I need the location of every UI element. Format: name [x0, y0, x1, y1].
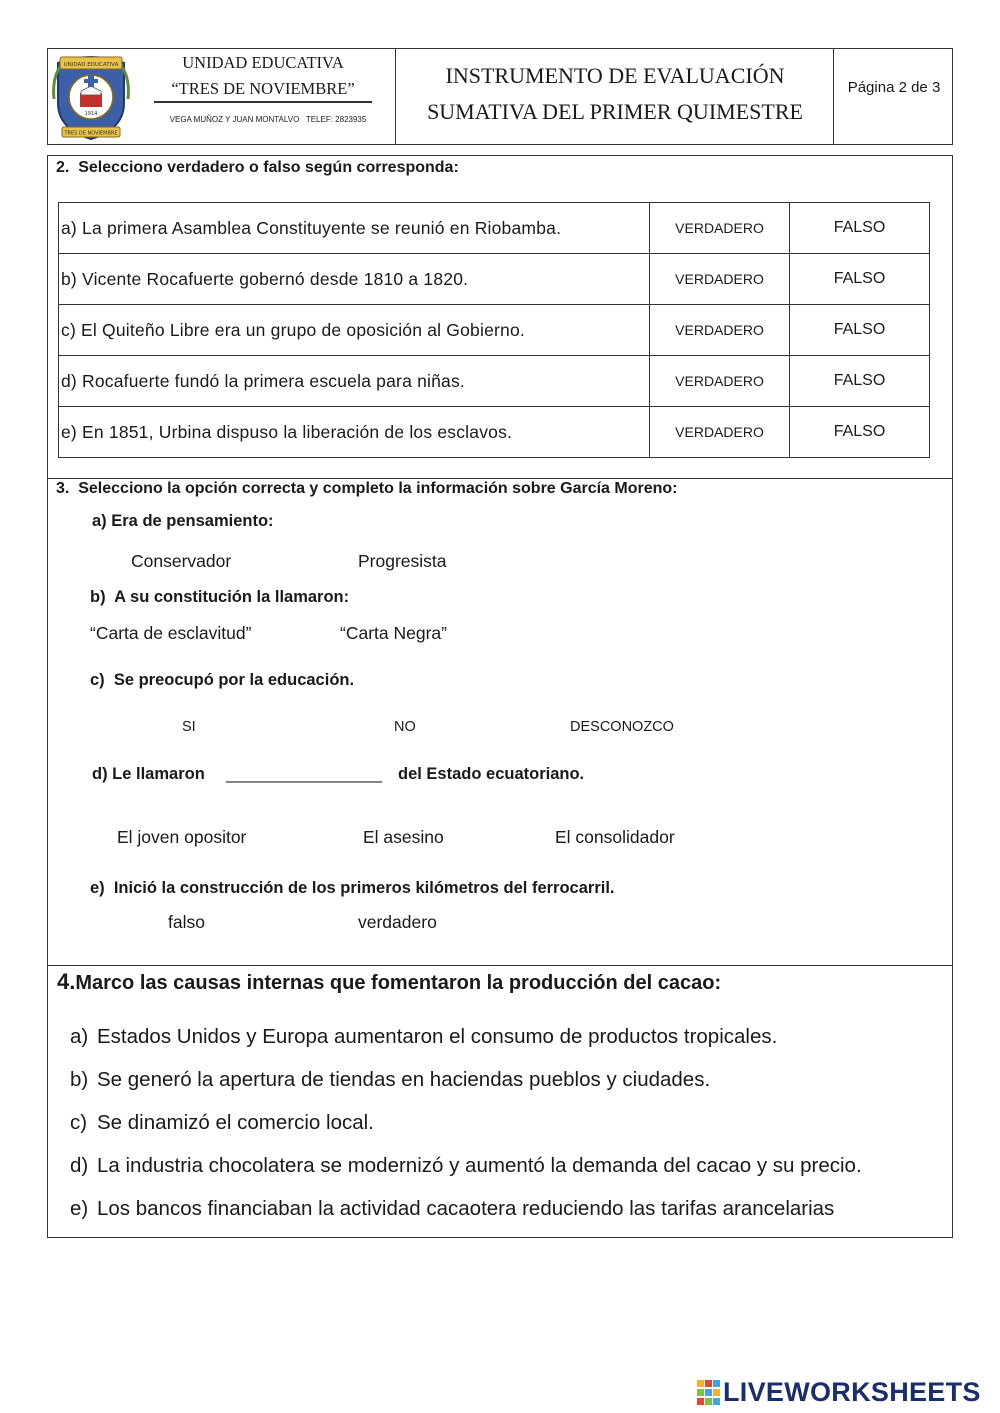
- answer-blank[interactable]: _________________: [226, 765, 383, 783]
- liveworksheets-text: LIVEWORKSHEETS: [723, 1377, 981, 1407]
- option-falso[interactable]: FALSO: [790, 254, 930, 305]
- table-row: [59, 407, 930, 458]
- item-letter: b): [70, 1068, 89, 1091]
- section4-title: Marco las causas internas que fomentaron la producción del cacao:: [75, 972, 722, 994]
- option-verdadero[interactable]: VERDADERO: [650, 407, 790, 458]
- option-verdadero[interactable]: verdadero: [358, 912, 437, 932]
- section4-heading: [57, 969, 721, 995]
- option-falso[interactable]: falso: [168, 912, 205, 932]
- option-si[interactable]: SI: [182, 719, 196, 735]
- statement: a) La primera Asamblea Constituyente se reunió en Riobamba.: [59, 203, 650, 254]
- section-cacao: [47, 965, 953, 1238]
- option-consolidador[interactable]: El consolidador: [555, 827, 675, 847]
- svg-text:1914: 1914: [84, 111, 98, 117]
- option-verdadero[interactable]: VERDADERO: [650, 305, 790, 356]
- title-cell: [396, 49, 834, 144]
- option-verdadero[interactable]: VERDADERO: [650, 254, 790, 305]
- title-line2: SUMATIVA DEL PRIMER QUIMESTRE: [427, 99, 803, 124]
- table-row: [59, 356, 930, 407]
- school-address: VEGA MUÑOZ Y JUAN MONTALVO TELEF: 2823935: [169, 115, 367, 124]
- option-carta-negra[interactable]: “Carta Negra”: [340, 623, 447, 643]
- title-line1: INSTRUMENTO DE EVALUACIÓN: [445, 63, 785, 88]
- svg-text:UNIDAD EDUCATIVA: UNIDAD EDUCATIVA: [63, 62, 119, 68]
- statement: e) En 1851, Urbina dispuso la liberación de los esclavos.: [59, 407, 650, 458]
- option-progresista[interactable]: Progresista: [358, 551, 447, 571]
- item-text: La industria chocolatera se modernizó y aumentó la demanda del cacao y su precio.: [97, 1154, 862, 1177]
- list-item[interactable]: [70, 1111, 374, 1135]
- table-row: [59, 203, 930, 254]
- school-name-line1: UNIDAD EDUCATIVA: [182, 53, 344, 72]
- statement: b) Vicente Rocafuerte gobernó desde 1810 a 1820.: [59, 254, 650, 305]
- statement: c) El Quiteño Libre era un grupo de oposición al Gobierno.: [59, 305, 650, 356]
- list-item[interactable]: [70, 1025, 777, 1049]
- option-joven-opositor[interactable]: El joven opositor: [117, 827, 247, 847]
- item-letter: a): [70, 1025, 89, 1048]
- section3-heading: 3. Selecciono la opción correcta y completo la información sobre García Moreno:: [56, 480, 678, 497]
- option-no[interactable]: NO: [394, 719, 416, 735]
- option-asesino[interactable]: El asesino: [363, 827, 444, 847]
- item-letter: c): [70, 1111, 88, 1134]
- table-row: [59, 305, 930, 356]
- item-text: Estados Unidos y Europa aumentaron el consumo de productos tropicales.: [97, 1025, 778, 1048]
- school-logo: [52, 53, 130, 141]
- item-text: Se dinamizó el comercio local.: [97, 1111, 374, 1134]
- list-item[interactable]: [70, 1154, 862, 1178]
- question-b: b) A su constitución la llamaron:: [90, 588, 350, 606]
- question-d-start: d) Le llamaron: [92, 765, 205, 783]
- section4-number: 4.: [57, 969, 76, 994]
- option-falso[interactable]: FALSO: [790, 203, 930, 254]
- liveworksheets-logo: [697, 1377, 997, 1411]
- question-a: a) Era de pensamiento:: [92, 512, 274, 530]
- header-box: [47, 48, 953, 145]
- svg-text:TRES DE NOVIEMBRE: TRES DE NOVIEMBRE: [64, 130, 118, 137]
- option-falso[interactable]: FALSO: [790, 407, 930, 458]
- question-d-end: del Estado ecuatoriano.: [398, 765, 585, 783]
- school-cell: [48, 49, 396, 144]
- list-item[interactable]: [70, 1197, 834, 1221]
- option-verdadero[interactable]: VERDADERO: [650, 356, 790, 407]
- option-carta-esclavitud[interactable]: “Carta de esclavitud”: [90, 623, 252, 643]
- true-false-table: [58, 202, 930, 458]
- statement: d) Rocafuerte fundó la primera escuela para niñas.: [59, 356, 650, 407]
- option-conservador[interactable]: Conservador: [131, 551, 232, 571]
- school-name-line2: “TRES DE NOVIEMBRE”: [154, 79, 372, 103]
- page-number: Página 2 de 3: [847, 79, 941, 96]
- list-item[interactable]: [70, 1068, 710, 1092]
- liveworksheets-icon: [697, 1380, 721, 1406]
- item-text: Los bancos financiaban la actividad cacaotera reduciendo las tarifas arancelarias: [97, 1197, 835, 1220]
- option-falso[interactable]: FALSO: [790, 305, 930, 356]
- question-e: e) Inició la construcción de los primeros kilómetros del ferrocarril.: [90, 879, 615, 897]
- option-verdadero[interactable]: VERDADERO: [650, 203, 790, 254]
- section-true-false: [47, 155, 953, 479]
- item-letter: d): [70, 1154, 89, 1177]
- section-garcia-moreno: [47, 478, 953, 966]
- question-c: c) Se preocupó por la educación.: [90, 671, 355, 689]
- option-desconozco[interactable]: DESCONOZCO: [570, 719, 674, 735]
- section2-heading: 2. Selecciono verdadero o falso según corresponda:: [56, 159, 459, 176]
- option-falso[interactable]: FALSO: [790, 356, 930, 407]
- table-row: [59, 254, 930, 305]
- item-letter: e): [70, 1197, 89, 1220]
- item-text: Se generó la apertura de tiendas en haciendas pueblos y ciudades.: [97, 1068, 711, 1091]
